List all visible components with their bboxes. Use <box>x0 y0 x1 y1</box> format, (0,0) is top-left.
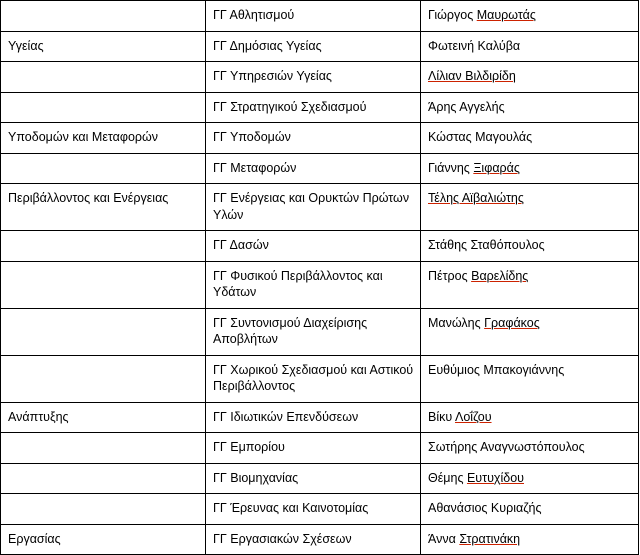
person-name <box>428 129 632 146</box>
ministry-cell <box>1 153 206 184</box>
ministry-label: Υγείας <box>8 38 44 53</box>
ministry-cell <box>1 261 206 308</box>
person-name <box>428 160 632 177</box>
ministry-cell <box>1 402 206 433</box>
ministry-label <box>8 237 199 253</box>
person-name-link[interactable]: Στρατινάκη <box>459 531 521 546</box>
ministry-cell <box>1 62 206 93</box>
secretariat-cell <box>206 402 421 433</box>
ministry-label: Υποδομών και Μεταφορών <box>8 130 159 144</box>
person-cell <box>421 494 639 525</box>
ministry-label: Ανάπτυξης <box>8 409 69 424</box>
table-row <box>1 184 639 231</box>
person-name <box>428 470 632 487</box>
table-row <box>1 463 639 494</box>
ministry-label <box>8 470 199 486</box>
ministry-cell <box>1 1 206 32</box>
table-row <box>1 31 639 62</box>
secretariat-label: ΓΓ Εργασιακών Σχέσεων <box>213 531 352 546</box>
person-name-link[interactable]: Γραφάκος <box>484 315 540 330</box>
secretariat-label: ΓΓ Δημόσιας Υγείας <box>213 38 322 53</box>
person-cell <box>421 92 639 123</box>
person-name <box>428 68 632 85</box>
secretariat-label: ΓΓ Ενέργειας και Ορυκτών Πρώτων Υλών <box>213 191 410 222</box>
person-name-link[interactable]: Μαυρωτάς <box>476 8 536 22</box>
person-name-plain: Άρης Αγγελής <box>428 99 505 114</box>
person-name-link[interactable]: Ξιφαράς <box>473 160 520 175</box>
ministry-label <box>8 362 199 378</box>
secretariat-label: ΓΓ Υποδομών <box>213 130 291 144</box>
ministry-label <box>8 7 199 23</box>
person-name <box>428 7 632 24</box>
person-name-link[interactable]: Βαρελίδης <box>471 268 529 283</box>
table-row <box>1 92 639 123</box>
secretariat-cell <box>206 31 421 62</box>
table-row <box>1 355 639 402</box>
person-name-plain: Βίκυ <box>428 409 455 424</box>
secretariat-cell <box>206 123 421 154</box>
secretariat-cell <box>206 433 421 464</box>
table-row <box>1 308 639 355</box>
secretariat-cell <box>206 92 421 123</box>
person-name <box>428 190 632 207</box>
person-cell <box>421 1 639 32</box>
person-name-plain: Γιάννης <box>428 160 474 175</box>
ministry-cell <box>1 123 206 154</box>
person-name-plain: Στάθης Σταθόπουλος <box>428 238 545 252</box>
ministry-cell <box>1 31 206 62</box>
person-name-plain: Θέμης <box>428 470 467 485</box>
secretariat-cell <box>206 494 421 525</box>
secretariat-cell <box>206 231 421 262</box>
table-row <box>1 433 639 464</box>
ministry-cell <box>1 433 206 464</box>
secretariat-label: ΓΓ Αθλητισμού <box>213 8 295 22</box>
table-row <box>1 231 639 262</box>
person-cell <box>421 62 639 93</box>
ministry-label <box>8 315 199 331</box>
secretariat-cell <box>206 463 421 494</box>
person-name-plain: Σωτήρης Αναγνωστόπουλος <box>428 440 585 454</box>
person-name-plain: Άννα <box>428 531 460 546</box>
person-name <box>428 362 632 379</box>
person-cell <box>421 433 639 464</box>
person-name-plain: Κώστας Μαγουλάς <box>428 130 533 144</box>
person-name <box>428 315 632 332</box>
secretariat-cell <box>206 524 421 555</box>
ministry-cell <box>1 184 206 231</box>
table-row <box>1 123 639 154</box>
person-name-plain: Μανώλης <box>428 315 485 330</box>
ministry-cell <box>1 92 206 123</box>
ministry-cell <box>1 355 206 402</box>
person-cell <box>421 402 639 433</box>
person-name <box>428 99 632 116</box>
secretariat-label: ΓΓ Δασών <box>213 238 269 252</box>
person-cell <box>421 355 639 402</box>
person-cell <box>421 153 639 184</box>
ministry-label <box>8 99 199 115</box>
ministry-cell <box>1 463 206 494</box>
person-name <box>428 500 632 517</box>
table-row <box>1 153 639 184</box>
ministry-label <box>8 68 199 84</box>
secretariat-label: ΓΓ Συντονισμού Διαχείρισης Αποβλήτων <box>213 315 368 346</box>
person-name-plain: Γιώργος <box>428 8 477 22</box>
ministry-label: Εργασίας <box>8 531 61 546</box>
person-cell <box>421 308 639 355</box>
table-row <box>1 494 639 525</box>
secretariat-cell <box>206 184 421 231</box>
ministry-cell <box>1 524 206 555</box>
secretariat-label: ΓΓ Βιομηχανίας <box>213 470 299 485</box>
ministry-cell <box>1 308 206 355</box>
person-name-plain: Αθανάσιος Κυριαζής <box>428 501 542 515</box>
person-cell <box>421 231 639 262</box>
ministry-label <box>8 160 199 176</box>
table-row <box>1 1 639 32</box>
table-row <box>1 524 639 555</box>
person-name-link[interactable]: Λοΐζου <box>454 409 492 424</box>
secretariat-cell <box>206 153 421 184</box>
person-cell <box>421 524 639 555</box>
secretariat-label: ΓΓ Μεταφορών <box>213 160 297 175</box>
table-row <box>1 62 639 93</box>
person-name <box>428 237 632 254</box>
person-cell <box>421 261 639 308</box>
ministry-label <box>8 500 199 516</box>
secretariat-label: ΓΓ Χωρικού Σχεδιασμού και Αστικού Περιβάλλοντος <box>213 362 414 393</box>
secretariat-label: ΓΓ Στρατηγικού Σχεδιασμού <box>213 99 367 114</box>
table-row <box>1 402 639 433</box>
secretariat-label: ΓΓ Εμπορίου <box>213 440 285 454</box>
ministry-cell <box>1 494 206 525</box>
person-name <box>428 268 632 285</box>
person-name-plain: Πέτρος <box>428 268 472 283</box>
person-name <box>428 439 632 456</box>
person-name-plain: Φωτεινή Καλύβα <box>428 38 521 53</box>
person-name-link[interactable]: Λίλιαν Βιλδιρίδη <box>428 69 516 83</box>
ministry-label <box>8 439 199 455</box>
person-name <box>428 531 632 548</box>
person-name <box>428 38 632 55</box>
person-name-link[interactable]: Ευτυχίδου <box>466 470 524 485</box>
person-name-link[interactable]: Τέλης Αϊβαλιώτης <box>428 191 524 205</box>
secretariat-label: ΓΓ Έρευνας και Καινοτομίας <box>213 501 369 515</box>
person-cell <box>421 123 639 154</box>
secretariat-label: ΓΓ Υπηρεσιών Υγείας <box>213 69 332 83</box>
table-body <box>1 1 639 555</box>
ministry-label <box>8 268 199 284</box>
secretariat-label: ΓΓ Ιδιωτικών Επενδύσεων <box>213 409 359 424</box>
table-row <box>1 261 639 308</box>
secretariat-cell <box>206 308 421 355</box>
secretariat-label: ΓΓ Φυσικού Περιβάλλοντος και Υδάτων <box>213 268 383 299</box>
person-name <box>428 409 632 426</box>
secretariat-cell <box>206 1 421 32</box>
ministry-cell <box>1 231 206 262</box>
secretariat-cell <box>206 355 421 402</box>
secretariat-cell <box>206 261 421 308</box>
secretariat-cell <box>206 62 421 93</box>
person-name-plain: Ευθύμιος Μπακογιάννης <box>428 362 565 377</box>
person-cell <box>421 31 639 62</box>
ministry-label: Περιβάλλοντος και Ενέργειας <box>8 191 169 205</box>
person-cell <box>421 184 639 231</box>
person-cell <box>421 463 639 494</box>
